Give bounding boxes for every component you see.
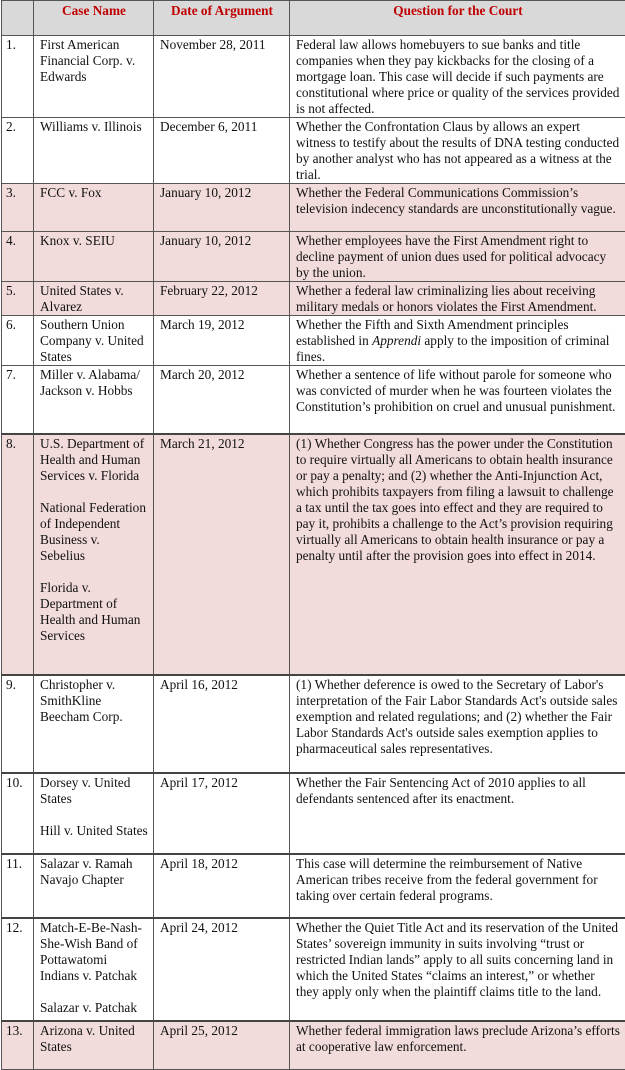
case-name: Christopher v. SmithKline Beecham Corp.: [34, 675, 154, 773]
supreme-court-cases-table: [1, 0, 625, 1070]
argument-date: April 24, 2012: [154, 918, 290, 1021]
header-number: [2, 1, 34, 36]
table-row: [2, 282, 625, 316]
table-row: [2, 316, 625, 366]
question-text: (1) Whether deference is owed to the Secretary of Labor's interpretation of the Fair Labor Standards Act's outside sales exemption and related regulations; and (2) whether the Fair Labor Standards Act's outside sales exemption applies to pharmaceutical sales representatives.: [296, 677, 617, 756]
header-date: Date of Argument: [154, 1, 290, 36]
header-question: Question for the Court: [290, 1, 625, 36]
court-question: [290, 282, 625, 316]
table-row: [2, 1021, 625, 1070]
case-number: 3.: [2, 184, 34, 232]
case-name: First American Financial Corp. v. Edwards: [34, 36, 154, 118]
court-question: [290, 434, 625, 675]
table-row: [2, 918, 625, 1021]
argument-date: April 17, 2012: [154, 773, 290, 854]
question-text-after: apply to the imposition of criminal fines.: [296, 333, 609, 364]
table-row: [2, 773, 625, 854]
question-text: Whether employees have the First Amendment right to decline payment of union dues used for political advocacy by the union.: [296, 233, 606, 280]
table-row: [2, 366, 625, 434]
case-name: Williams v. Illinois: [34, 118, 154, 184]
case-number: 1.: [2, 36, 34, 118]
court-question: [290, 773, 625, 854]
question-text: This case will determine the reimbursement of Native American tribes receive from the federal government for taking over certain federal programs.: [296, 856, 598, 903]
case-name: Knox v. SEIU: [34, 232, 154, 282]
case-number: 11.: [2, 854, 34, 918]
argument-date: April 25, 2012: [154, 1021, 290, 1070]
court-question: [290, 316, 625, 366]
question-italic-case: Apprendi: [372, 333, 421, 348]
argument-date: February 22, 2012: [154, 282, 290, 316]
table-body: [2, 36, 625, 1070]
court-question: [290, 118, 625, 184]
question-text: Whether the Fifth and Sixth Amendment principles established in: [296, 317, 569, 348]
case-name: United States v. Alvarez: [34, 282, 154, 316]
argument-date: April 16, 2012: [154, 675, 290, 773]
argument-date: November 28, 2011: [154, 36, 290, 118]
case-number: 4.: [2, 232, 34, 282]
case-name: Southern Union Company v. United States: [34, 316, 154, 366]
court-question: [290, 232, 625, 282]
argument-date: March 20, 2012: [154, 366, 290, 434]
question-text: (1) Whether Congress has the power under the Constitution to require virtually all Americans to obtain health insurance or pay a penalty; and (2) whether the Anti-Injunction Act, which prohibits taxpayers from filing a lawsuit to challenge a tax until the tax goes into effect and they are required to pay it, prohibits a challenge to the Act’s provision requiring virtually all Americans to obtain health insurance or pay a penalty until after the provision goes into effect in 2014.: [296, 436, 614, 563]
case-number: 2.: [2, 118, 34, 184]
argument-date: March 21, 2012: [154, 434, 290, 675]
argument-date: March 19, 2012: [154, 316, 290, 366]
question-text: Federal law allows homebuyers to sue banks and title companies when they pay kickbacks for the closing of a mortgage loan. This case will decide if such payments are constitutional where price or quality of the services provided is not affected.: [296, 37, 619, 116]
question-text: Whether the Quiet Title Act and its reservation of the United States’ sovereign immunity in suits involving “trust or restricted Indian lands” apply to all suits concerning land in which the United States “claims an interest,” or whether they apply only when the plaintiff claims title to the land.: [296, 920, 618, 999]
case-number: 8.: [2, 434, 34, 675]
table-row: [2, 854, 625, 918]
case-number: 9.: [2, 675, 34, 773]
court-question: [290, 675, 625, 773]
table-row: [2, 434, 625, 675]
table-row: [2, 232, 625, 282]
court-question: [290, 366, 625, 434]
question-text: Whether a sentence of life without parole for someone who was convicted of murder when he was fourteen violates the Constitution’s prohibition on cruel and unusual punishment.: [296, 367, 615, 414]
case-number: 6.: [2, 316, 34, 366]
argument-date: January 10, 2012: [154, 232, 290, 282]
table-row: [2, 118, 625, 184]
question-text: Whether the Fair Sentencing Act of 2010 applies to all defendants sentenced after its enactment.: [296, 775, 586, 806]
question-text: Whether a federal law criminalizing lies about receiving military medals or honors violates the First Amendment.: [296, 283, 597, 314]
table-row: [2, 675, 625, 773]
case-number: 7.: [2, 366, 34, 434]
case-name: Salazar v. Ramah Navajo Chapter: [34, 854, 154, 918]
header-row: [2, 1, 625, 36]
case-number: 10.: [2, 773, 34, 854]
argument-date: January 10, 2012: [154, 184, 290, 232]
case-name: FCC v. Fox: [34, 184, 154, 232]
case-number: 13.: [2, 1021, 34, 1070]
case-number: 12.: [2, 918, 34, 1021]
case-name: Arizona v. United States: [34, 1021, 154, 1070]
question-text: Whether the Confrontation Claus by allows an expert witness to testify about the results of DNA testing conducted by another analyst who has not appeared as a witness at the trial.: [296, 119, 619, 182]
case-name: U.S. Department of Health and Human Services v. Florida National Federation of Independent Business v. Sebelius Florida v. Department of Health and Human Services: [34, 434, 154, 675]
case-name: Dorsey v. United States Hill v. United States: [34, 773, 154, 854]
case-name: Miller v. Alabama/ Jackson v. Hobbs: [34, 366, 154, 434]
case-name: Match-E-Be-Nash-She-Wish Band of Pottawatomi Indians v. Patchak Salazar v. Patchak: [34, 918, 154, 1021]
table-row: [2, 36, 625, 118]
court-question: [290, 854, 625, 918]
question-text: Whether the Federal Communications Commission’s television indecency standards are unconstitutionally vague.: [296, 185, 616, 216]
argument-date: April 18, 2012: [154, 854, 290, 918]
court-question: [290, 36, 625, 118]
table-row: [2, 184, 625, 232]
court-question: [290, 184, 625, 232]
case-number: 5.: [2, 282, 34, 316]
header-case-name: Case Name: [34, 1, 154, 36]
question-text: Whether federal immigration laws preclude Arizona’s efforts at cooperative law enforcement.: [296, 1023, 620, 1054]
argument-date: December 6, 2011: [154, 118, 290, 184]
court-question: [290, 918, 625, 1021]
court-question: [290, 1021, 625, 1070]
